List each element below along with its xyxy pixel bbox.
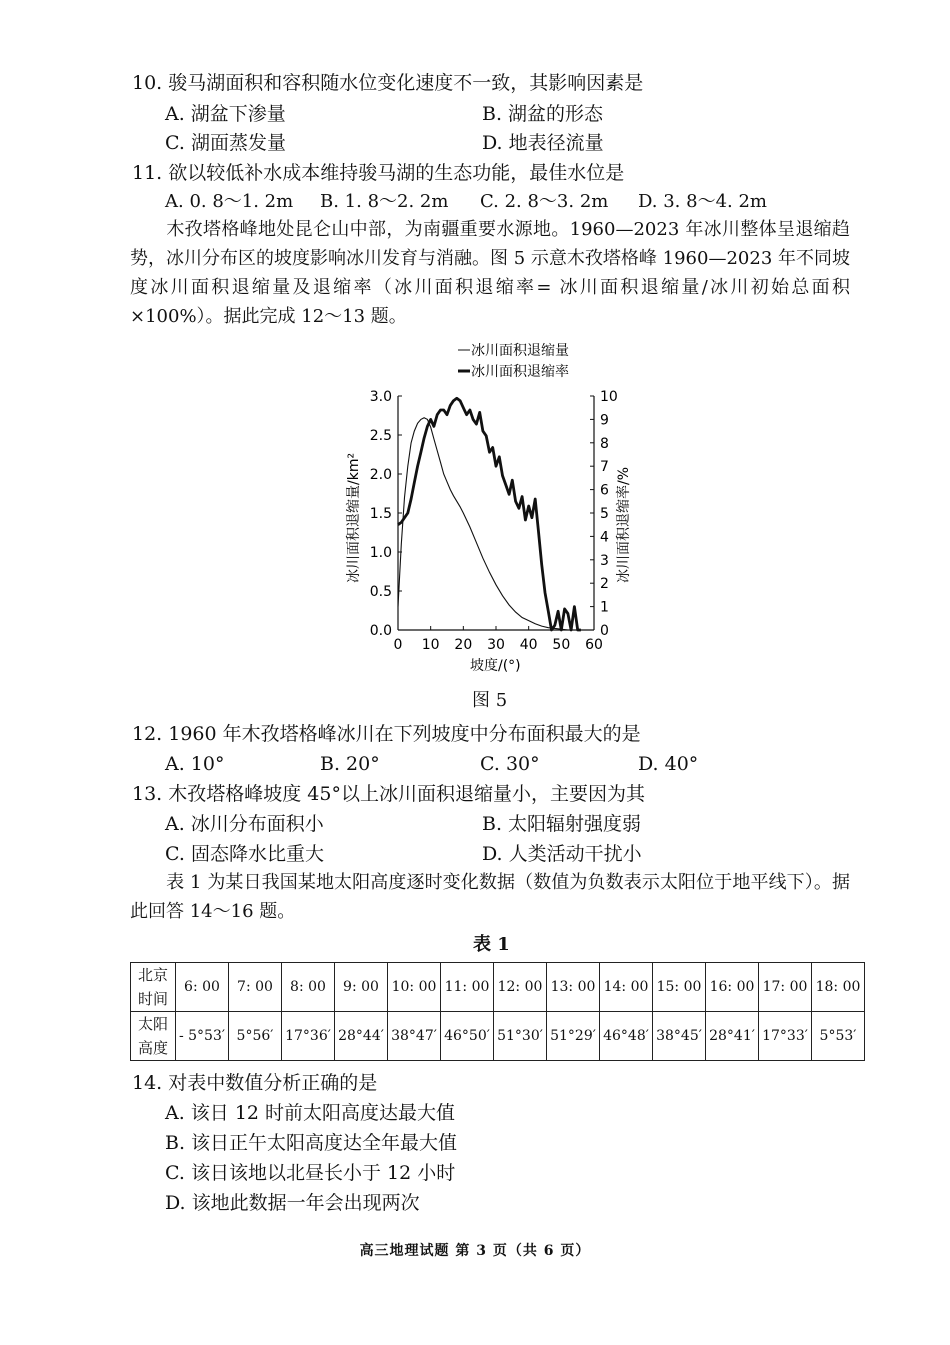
q11-option-d: D. 3. 8～4. 2m <box>638 191 767 212</box>
q10-option-d: D. 地表径流量 <box>482 132 604 154</box>
y-right-tick-label: 2 <box>600 576 609 593</box>
q11-option-a: A. 0. 8～1. 2m <box>165 191 294 212</box>
time-cell: 9: 00 <box>335 963 388 1012</box>
y-left-axis-label: 冰川面积退缩量/km² <box>346 452 362 583</box>
y-left-tick-label: 1.5 <box>369 506 392 522</box>
q12-option-a: A. 10° <box>165 753 225 775</box>
q12-option-b: B. 20° <box>320 753 380 775</box>
time-cell: 16: 00 <box>706 963 759 1012</box>
chart-svg <box>330 338 630 688</box>
legend-label-rate: 冰川面积退缩率 <box>471 364 569 380</box>
y-left-tick-label: 0.0 <box>369 623 392 639</box>
table-row-time <box>131 963 865 1012</box>
height-cell: 46°48′ <box>600 1012 653 1061</box>
intro-paragraph-glacier-text: 木孜塔格峰地处昆仑山中部，为南疆重要水源地。1960—2023 年冰川整体呈退缩趋势，冰川分布区的坡度影响冰川发育与消融。图 5 示意木孜塔格峰 1960—2023 年不同坡度冰川面积退缩量及退缩率（冰川面积退缩率= 冰川面积退缩量/冰川初始总面积×100%）。据此完成 12～13 题。 <box>130 219 850 327</box>
height-cell: 38°45′ <box>653 1012 706 1061</box>
q14-option-d: D. 该地此数据一年会出现两次 <box>165 1192 420 1214</box>
q14-option-a: A. 该日 12 时前太阳高度达最大值 <box>165 1102 456 1124</box>
height-cell: 5°53′ <box>812 1012 865 1061</box>
q13-stem: 13. 木孜塔格峰坡度 45°以上冰川面积退缩量小，主要因为其 <box>132 783 645 805</box>
y-left-tick-label: 2.0 <box>369 467 392 483</box>
y-left-tick-label: 3.0 <box>369 389 392 405</box>
y-left-tick-label: 1.0 <box>369 545 392 561</box>
x-tick-label: 10 <box>421 637 440 653</box>
q13-option-c: C. 固态降水比重大 <box>165 843 324 865</box>
y-left-tick-label: 0.5 <box>369 584 392 600</box>
time-cell: 15: 00 <box>653 963 706 1012</box>
time-cell: 6: 00 <box>176 963 229 1012</box>
sun-height-table <box>130 962 865 1061</box>
q13-option-d: D. 人类活动干扰小 <box>482 843 642 865</box>
header-time-line1: 北京 <box>137 966 168 984</box>
time-cell: 8: 00 <box>282 963 335 1012</box>
y-right-tick-label: 10 <box>600 389 618 405</box>
q11-stem: 11. 欲以较低补水成本维持骏马湖的生态功能，最佳水位是 <box>132 162 625 184</box>
table-header-height <box>131 1012 176 1061</box>
y-right-axis-label: 冰川面积退缩率/% <box>616 466 632 583</box>
table-caption: 表 1 <box>473 934 510 955</box>
intro-paragraph-table <box>130 868 850 926</box>
y-right-tick-label: 8 <box>600 435 609 452</box>
intro-paragraph-table-text: 表 1 为某日我国某地太阳高度逐时变化数据（数值为负数表示太阳位于地平线下）。据此回答 14～16 题。 <box>130 872 850 922</box>
height-cell: 51°30′ <box>494 1012 547 1061</box>
y-right-tick-label: 9 <box>600 412 609 429</box>
header-height-line2: 高度 <box>137 1039 168 1057</box>
x-tick-label: 40 <box>519 637 538 653</box>
time-cell: 17: 00 <box>759 963 812 1012</box>
q13-option-b: B. 太阳辐射强度弱 <box>482 813 642 835</box>
figure-5-chart <box>330 338 630 688</box>
left-ticks <box>370 389 402 639</box>
x-axis-label: 坡度/(°) <box>470 658 521 674</box>
header-time-line2: 时间 <box>137 990 168 1008</box>
q10-option-b: B. 湖盆的形态 <box>482 103 604 125</box>
y-right-tick-label: 3 <box>600 552 609 569</box>
x-tick-label: 30 <box>487 637 505 653</box>
x-tick-label: 0 <box>393 637 403 653</box>
table-header-time <box>131 963 176 1012</box>
q10-stem: 10. 骏马湖面积和容积随水位变化速度不一致，其影响因素是 <box>132 72 644 94</box>
height-cell: 28°41′ <box>706 1012 759 1061</box>
q12-option-c: C. 30° <box>480 753 540 775</box>
q11-option-c: C. 2. 8～3. 2m <box>480 191 609 212</box>
time-cell: 14: 00 <box>600 963 653 1012</box>
figure-caption: 图 5 <box>472 690 508 711</box>
q12-stem: 12. 1960 年木孜塔格峰冰川在下列坡度中分布面积最大的是 <box>132 723 641 745</box>
legend-label-amount: 冰川面积退缩量 <box>471 343 569 359</box>
q13-option-a: A. 冰川分布面积小 <box>165 813 324 835</box>
q14-stem: 14. 对表中数值分析正确的是 <box>132 1072 378 1094</box>
table-row-height <box>131 1012 865 1061</box>
header-height-line1: 太阳 <box>137 1015 168 1033</box>
height-cell: - 5°53′ <box>176 1012 229 1061</box>
height-cell: 51°29′ <box>547 1012 600 1061</box>
q14-option-b: B. 该日正午太阳高度达全年最大值 <box>165 1132 458 1154</box>
height-cell: 5°56′ <box>229 1012 282 1061</box>
q10-option-a: A. 湖盆下渗量 <box>165 103 286 125</box>
q14-option-c: C. 该日该地以北昼长小于 12 小时 <box>165 1162 456 1184</box>
q11-option-b: B. 1. 8～2. 2m <box>320 191 449 212</box>
q12-option-d: D. 40° <box>638 753 699 775</box>
x-tick-label: 50 <box>552 637 571 653</box>
y-right-tick-label: 0 <box>600 623 609 639</box>
q10-option-c: C. 湖面蒸发量 <box>165 132 286 154</box>
y-left-tick-label: 2.5 <box>369 428 392 444</box>
series-line-rate <box>398 398 581 630</box>
height-cell: 17°33′ <box>759 1012 812 1061</box>
y-right-tick-label: 6 <box>600 482 609 499</box>
time-cell: 10: 00 <box>388 963 441 1012</box>
page-footer: 高三地理试题 第 3 页（共 6 页） <box>359 1243 591 1259</box>
y-right-tick-label: 7 <box>600 459 609 476</box>
time-cell: 12: 00 <box>494 963 547 1012</box>
y-right-tick-label: 4 <box>600 529 609 546</box>
time-cell: 11: 00 <box>441 963 494 1012</box>
x-tick-label: 20 <box>454 637 473 653</box>
time-cell: 13: 00 <box>547 963 600 1012</box>
height-cell: 28°44′ <box>335 1012 388 1061</box>
time-cell: 18: 00 <box>812 963 865 1012</box>
y-right-tick-label: 5 <box>600 506 609 522</box>
height-cell: 38°47′ <box>388 1012 441 1061</box>
intro-paragraph-glacier <box>130 215 850 331</box>
height-cell: 46°50′ <box>441 1012 494 1061</box>
x-tick-label: 60 <box>585 637 603 653</box>
y-right-tick-label: 1 <box>600 599 609 616</box>
time-cell: 7: 00 <box>229 963 282 1012</box>
height-cell: 17°36′ <box>282 1012 335 1061</box>
